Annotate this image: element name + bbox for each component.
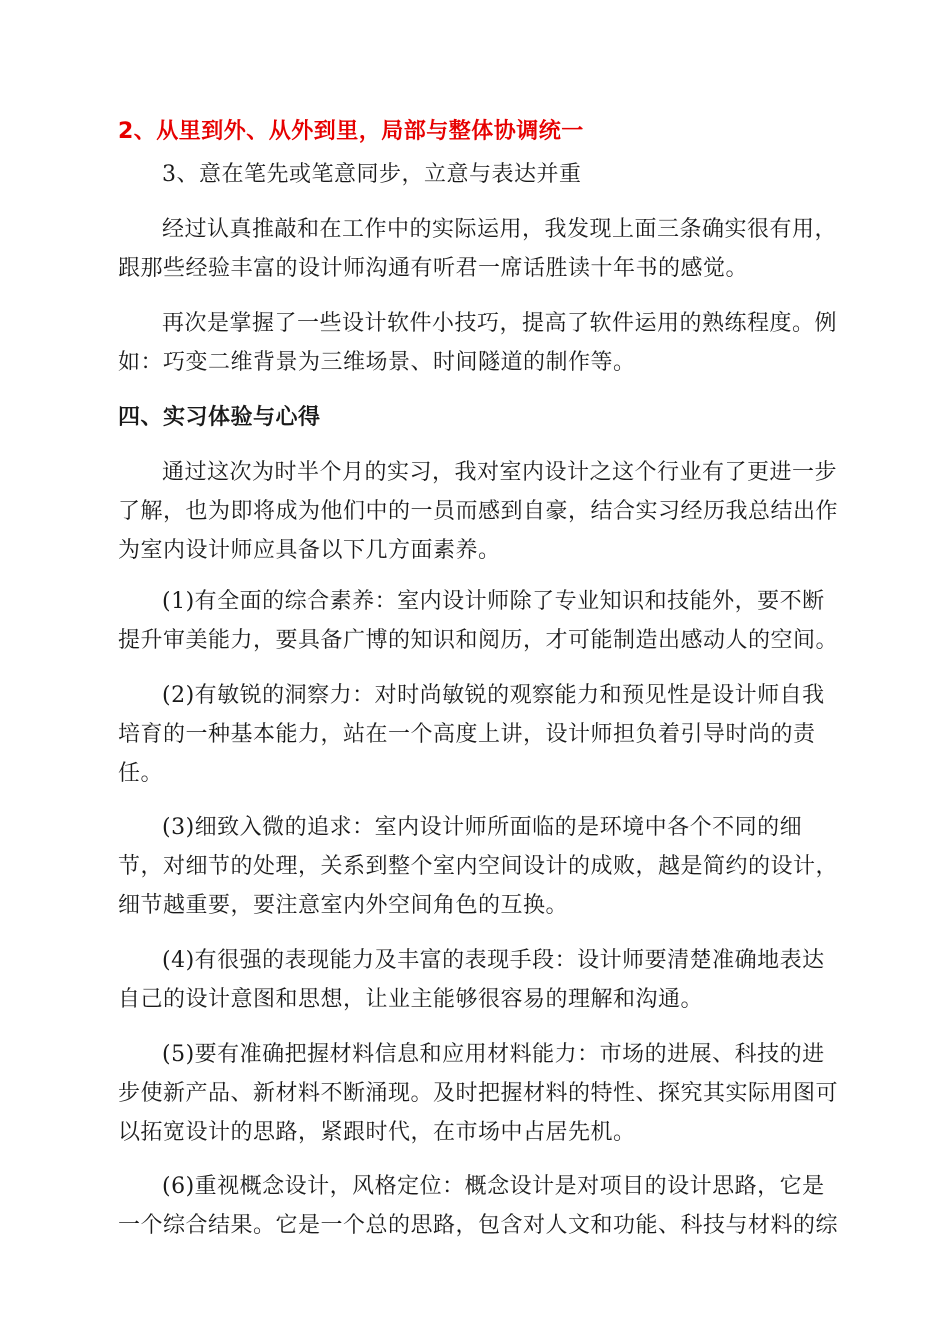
point3-line3: 细节越重要，要注意室内外空间角色的互换。	[118, 893, 569, 918]
point2-line1: (2)有敏锐的洞察力：对时尚敏锐的观察能力和预见性是设计师自我	[162, 683, 825, 708]
para3-line1: 通过这次为时半个月的实习，我对室内设计之这个行业有了更进一步	[162, 460, 838, 485]
point5-line3: 以拓宽设计的思路，紧跟时代，在市场中占居先机。	[118, 1120, 636, 1145]
para3-line3: 为室内设计师应具备以下几方面素养。	[118, 538, 501, 563]
point3-line2: 节，对细节的处理，关系到整个室内空间设计的成败，越是简约的设计，	[118, 854, 839, 879]
point5-line2: 步使新产品、新材料不断涌现。及时把握材料的特性、探究其实际用图可	[118, 1081, 839, 1106]
point1-line1: (1)有全面的综合素养：室内设计师除了专业知识和技能外，要不断	[162, 589, 825, 614]
point1-line2: 提升审美能力，要具备广博的知识和阅历，才可能制造出感动人的空间。	[118, 628, 839, 653]
point6-line2: 一个综合结果。它是一个总的思路，包含对人文和功能、科技与材料的综	[118, 1213, 839, 1238]
point3-line1: (3)细致入微的追求：室内设计师所面临的是环境中各个不同的细	[162, 815, 803, 840]
para1-line1: 经过认真推敲和在工作中的实际运用，我发现上面三条确实很有用，	[162, 217, 838, 242]
para1-line2: 跟那些经验丰富的设计师沟通有听君一席话胜读十年书的感觉。	[118, 256, 749, 281]
para2-line1: 再次是掌握了一些设计软件小技巧，提高了软件运用的熟练程度。例	[162, 311, 838, 336]
section4-heading: 四、实习体验与心得	[118, 405, 321, 430]
point2-line2: 培育的一种基本能力，站在一个高度上讲，设计师担负着引导时尚的责	[118, 722, 816, 747]
para3-line2: 了解，也为即将成为他们中的一员而感到自豪，结合实习经历我总结出作	[118, 499, 839, 524]
point2-line3: 任。	[118, 761, 164, 786]
point4-line1: (4)有很强的表现能力及丰富的表现手段：设计师要清楚准确地表达	[162, 948, 825, 973]
point4-line2: 自己的设计意图和思想，让业主能够很容易的理解和沟通。	[118, 987, 704, 1012]
para2-line2: 如：巧变二维背景为三维场景、时间隧道的制作等。	[118, 350, 636, 375]
red-heading: 2、从里到外、从外到里，局部与整体协调统一	[118, 119, 584, 144]
item-3: 3、意在笔先或笔意同步，立意与表达并重	[162, 162, 582, 187]
point5-line1: (5)要有准确把握材料信息和应用材料能力：市场的进展、科技的进	[162, 1042, 825, 1067]
point6-line1: (6)重视概念设计，风格定位：概念设计是对项目的设计思路，它是	[162, 1174, 825, 1199]
